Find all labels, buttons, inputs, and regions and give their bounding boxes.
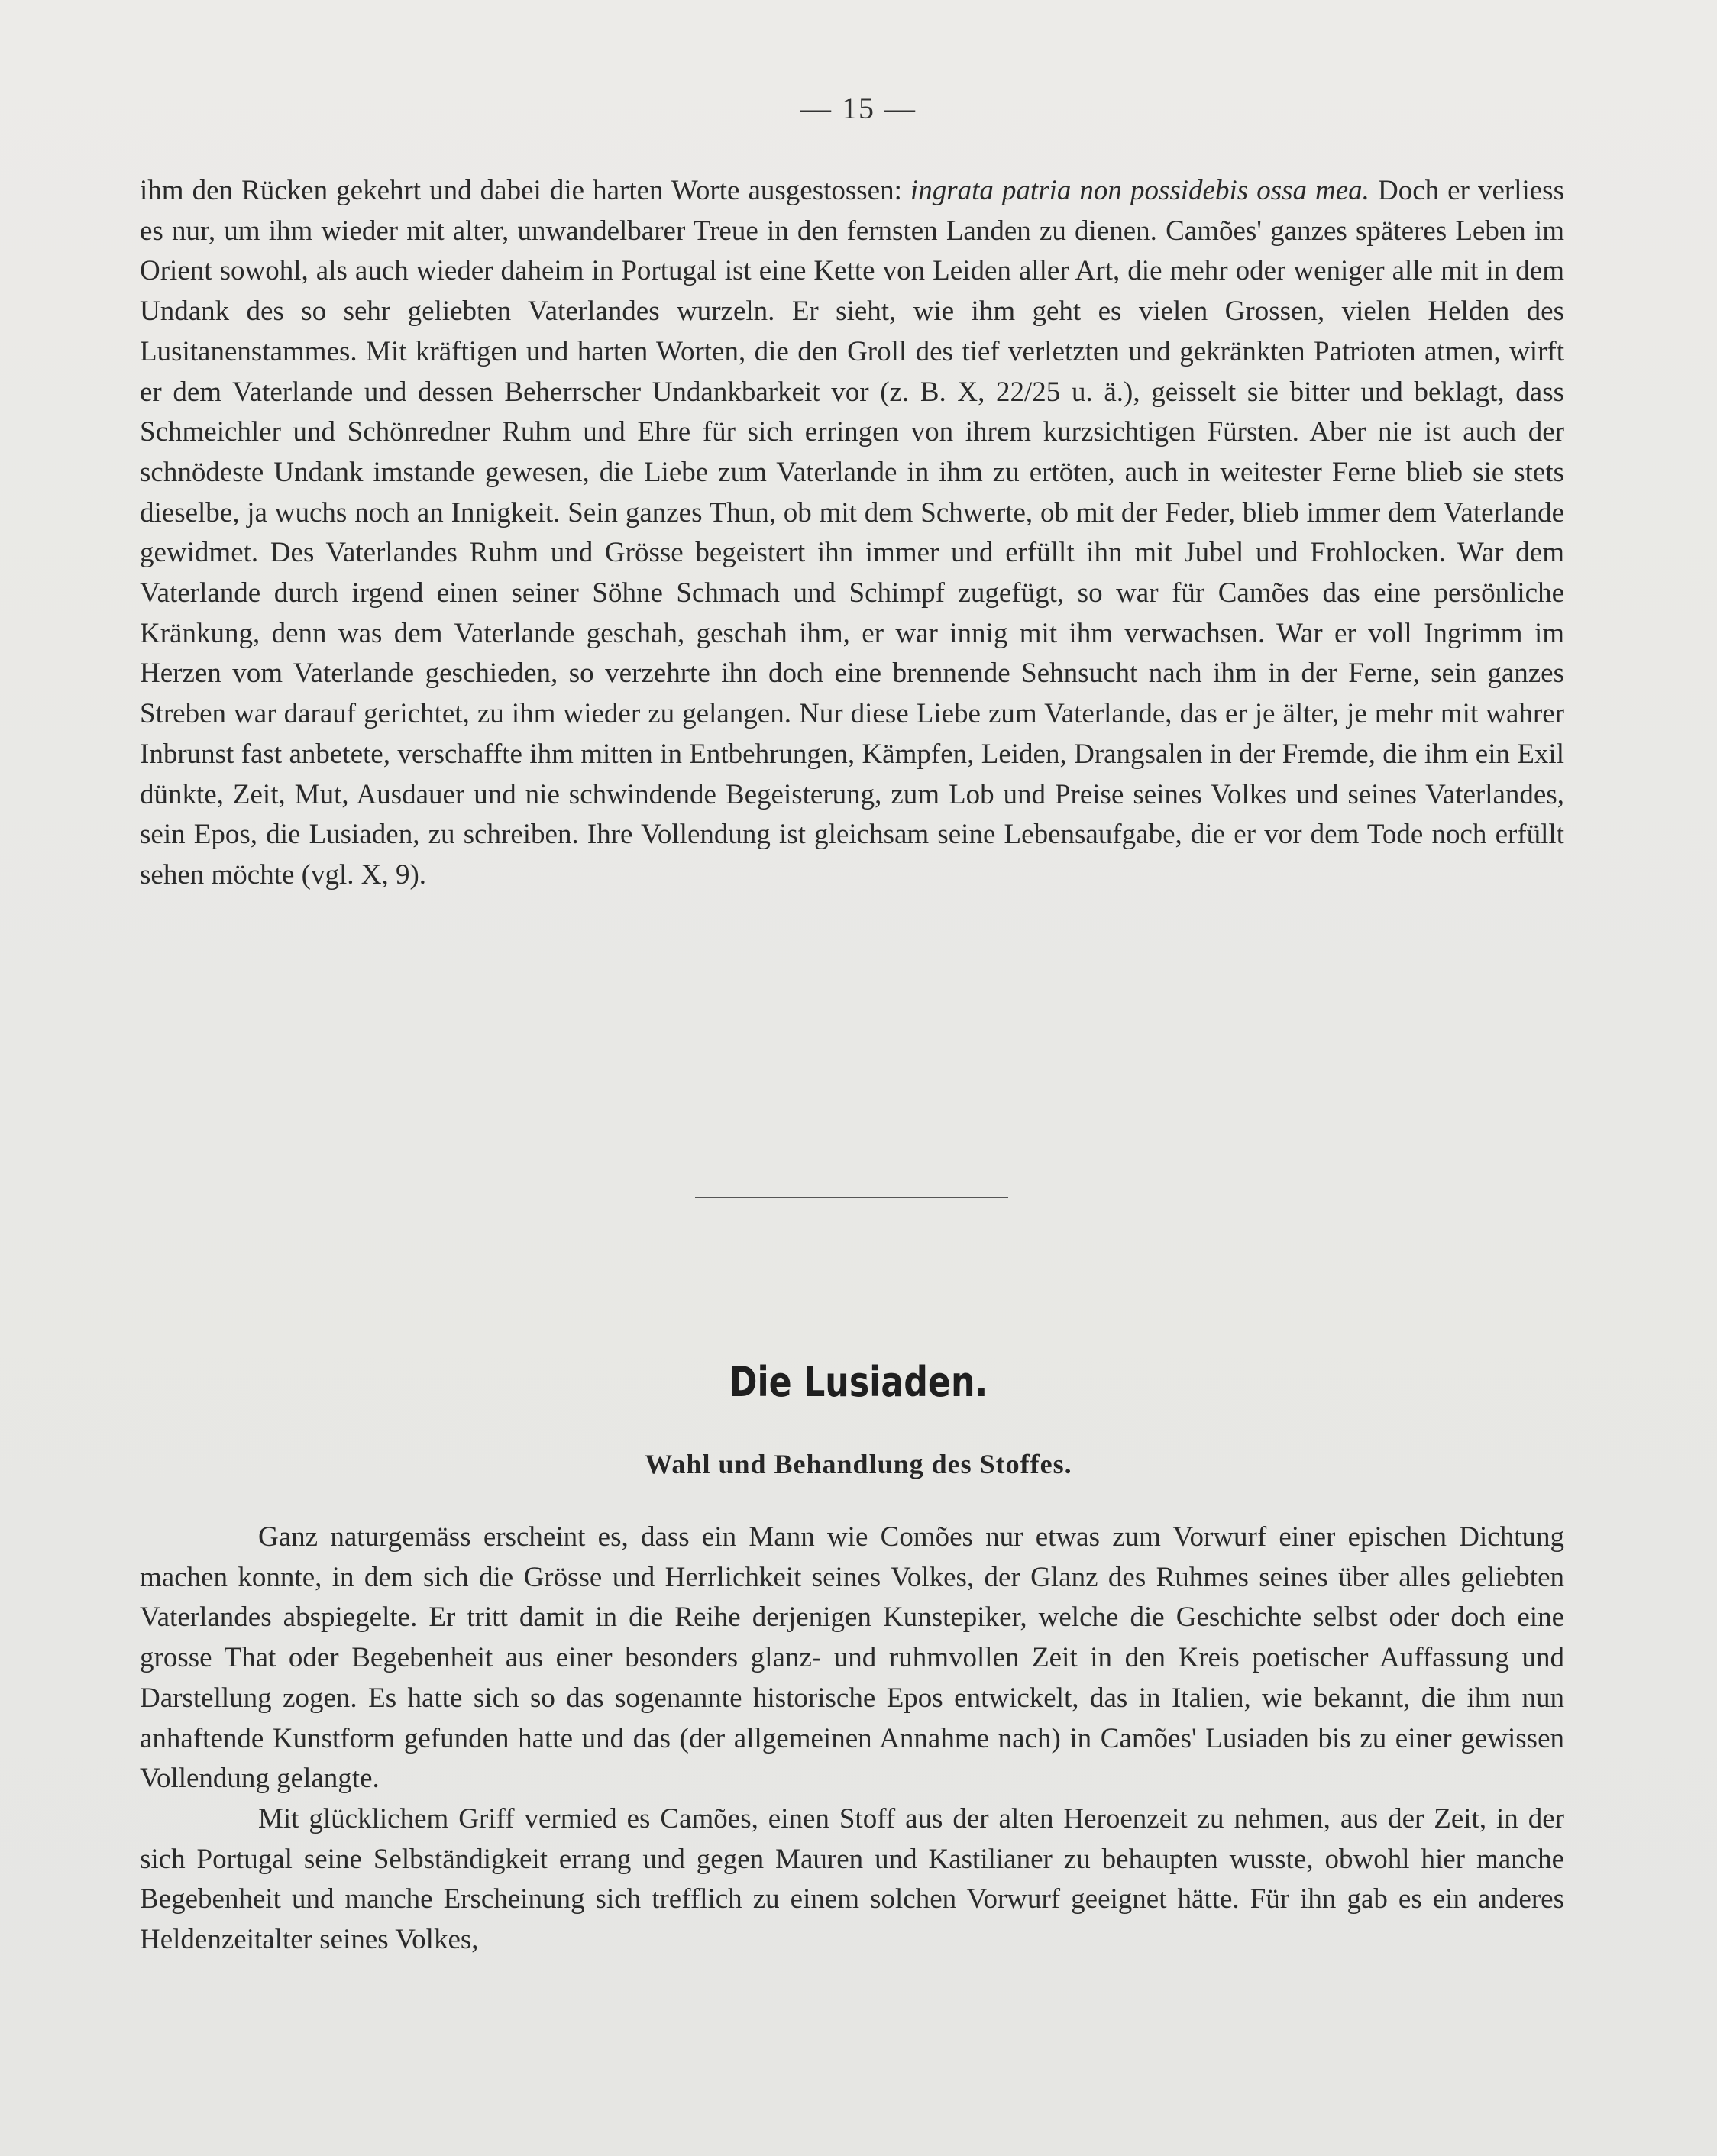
paragraph-rest: Doch er verliess es nur, um ihm wieder mit alter, unwandelbarer Treue in den fernsten Landen zu dienen. Camões' ganzes späteres Leben im Orient sowohl, als auch wieder daheim in Portugal ist eine Kette von Leiden aller Art, die mehr oder weniger alle mit in dem Undank des so sehr geliebten Vaterlandes wurzeln. Er sieht, wie ihm geht es vielen Grossen, vielen Helden des Lusitanenstammes. Mit kräftigen und harten Worten, die den Groll des tief verletzten und gekränkten Patrioten atmen, wirft er dem Vaterlande und dessen Beherrscher Undankbarkeit vor (z. B. X, 22/25 u. ä.), geisselt sie bitter und beklagt, dass Schmeichler und Schönredner Ruhm und Ehre für sich erringen von ihrem kurzsichtigen Fürsten. Aber nie ist auch der schnödeste Undank imstande gewesen, die Liebe zum Vaterlande in ihm zu ertöten, auch in weitester Ferne blieb sie stets dieselbe, ja wuchs noch an Innigkeit. Sein ganzes Thun, ob mit dem Schwerte, ob mit der Feder, blieb immer dem Vaterlande gewidmet. Des Vaterlandes Ruhm und Grösse begeistert ihn immer und erfüllt ihn mit Jubel und Frohlocken. War dem Vaterlande durch irgend einen seiner Söhne Schmach und Schimpf zugefügt, so war für Camões das eine persönliche Kränkung, denn was dem Vaterlande geschah, geschah ihm, er war innig mit ihm verwachsen. War er voll Ingrimm im Herzen vom Vaterlande geschieden, so verzehrte ihn doch eine brennende Sehnsucht nach ihm in der Ferne, sein ganzes Streben war darauf gerichtet, zu ihm wieder zu gelangen. Nur diese Liebe zum Vaterlande, das er je älter, je mehr mit wahrer Inbrunst fast anbetete, verschaffte ihm mitten in Entbehrungen, Kämpfen, Leiden, Drangsalen in der Fremde, die ihm ein Exil dünkte, Zeit, Mut, Ausdauer und nie schwindende Begeisterung, zum Lob und Preise seines Volkes und seines Vaterlandes, sein Epos, die Lusiaden, zu schreiben. Ihre Vollendung ist gleichsam seine Lebensaufgabe, die er vor dem Tode noch erfüllt sehen möchte (vgl. X, 9). — [140, 175, 1564, 891]
body-paragraph: Ganz naturgemäss erscheint es, dass ein Mann wie Comões nur etwas zum Vorwurf einer epischen Dichtung machen konnte, in dem sich die Grösse und Herrlichkeit seines Volkes, der Glanz des Ruhmes seines über alles geliebten Vaterlandes abspiegelte. Er tritt damit in die Reihe derjenigen Kunstepiker, welche die Geschichte selbst oder doch eine grosse That oder Begebenheit aus einer besonders glanz- und ruhmvollen Zeit in den Kreis poetischer Auffassung und Darstellung zogen. Es hatte sich so das sogenannte historische Epos entwickelt, das in Italien, wie bekannt, die ihm nun anhaftende Kunstform gefunden hatte und das (der allgemeinen Annahme nach) in Camões' Lusiaden bis zu einer gewissen Vollendung gelangte. — [140, 1521, 1564, 1795]
chapter-title: Die Lusiaden. — [729, 1358, 988, 1406]
paragraph-intro: ihm den Rücken gekehrt und dabei die harten Worte ausgestossen: — [140, 175, 910, 206]
continued-text — [140, 171, 1564, 896]
page-number: — 15 — — [800, 91, 917, 125]
body-paragraph: Mit glücklichem Griff vermied es Camões, einen Stoff aus der alten Heroenzeit zu nehmen, aus der Zeit, in der sich Portugal seine Selbständigkeit errang und gegen Mauren und Kastilianer zu behaupten wusste, obwohl hier manche Begebenheit und manche Erscheinung sich trefflich zu einem solchen Vorwurf geeignet hätte. Für ihn gab es ein anderes Heldenzeitalter seines Volkes, — [140, 1802, 1564, 1956]
continued-paragraph — [140, 171, 1564, 896]
section-title: Wahl und Behandlung des Stoffes. — [645, 1449, 1072, 1479]
latin-quote: ingrata patria non possidebis ossa mea. — [910, 175, 1369, 206]
chapter-body — [140, 1518, 1564, 1960]
section-divider — [695, 1197, 1008, 1198]
